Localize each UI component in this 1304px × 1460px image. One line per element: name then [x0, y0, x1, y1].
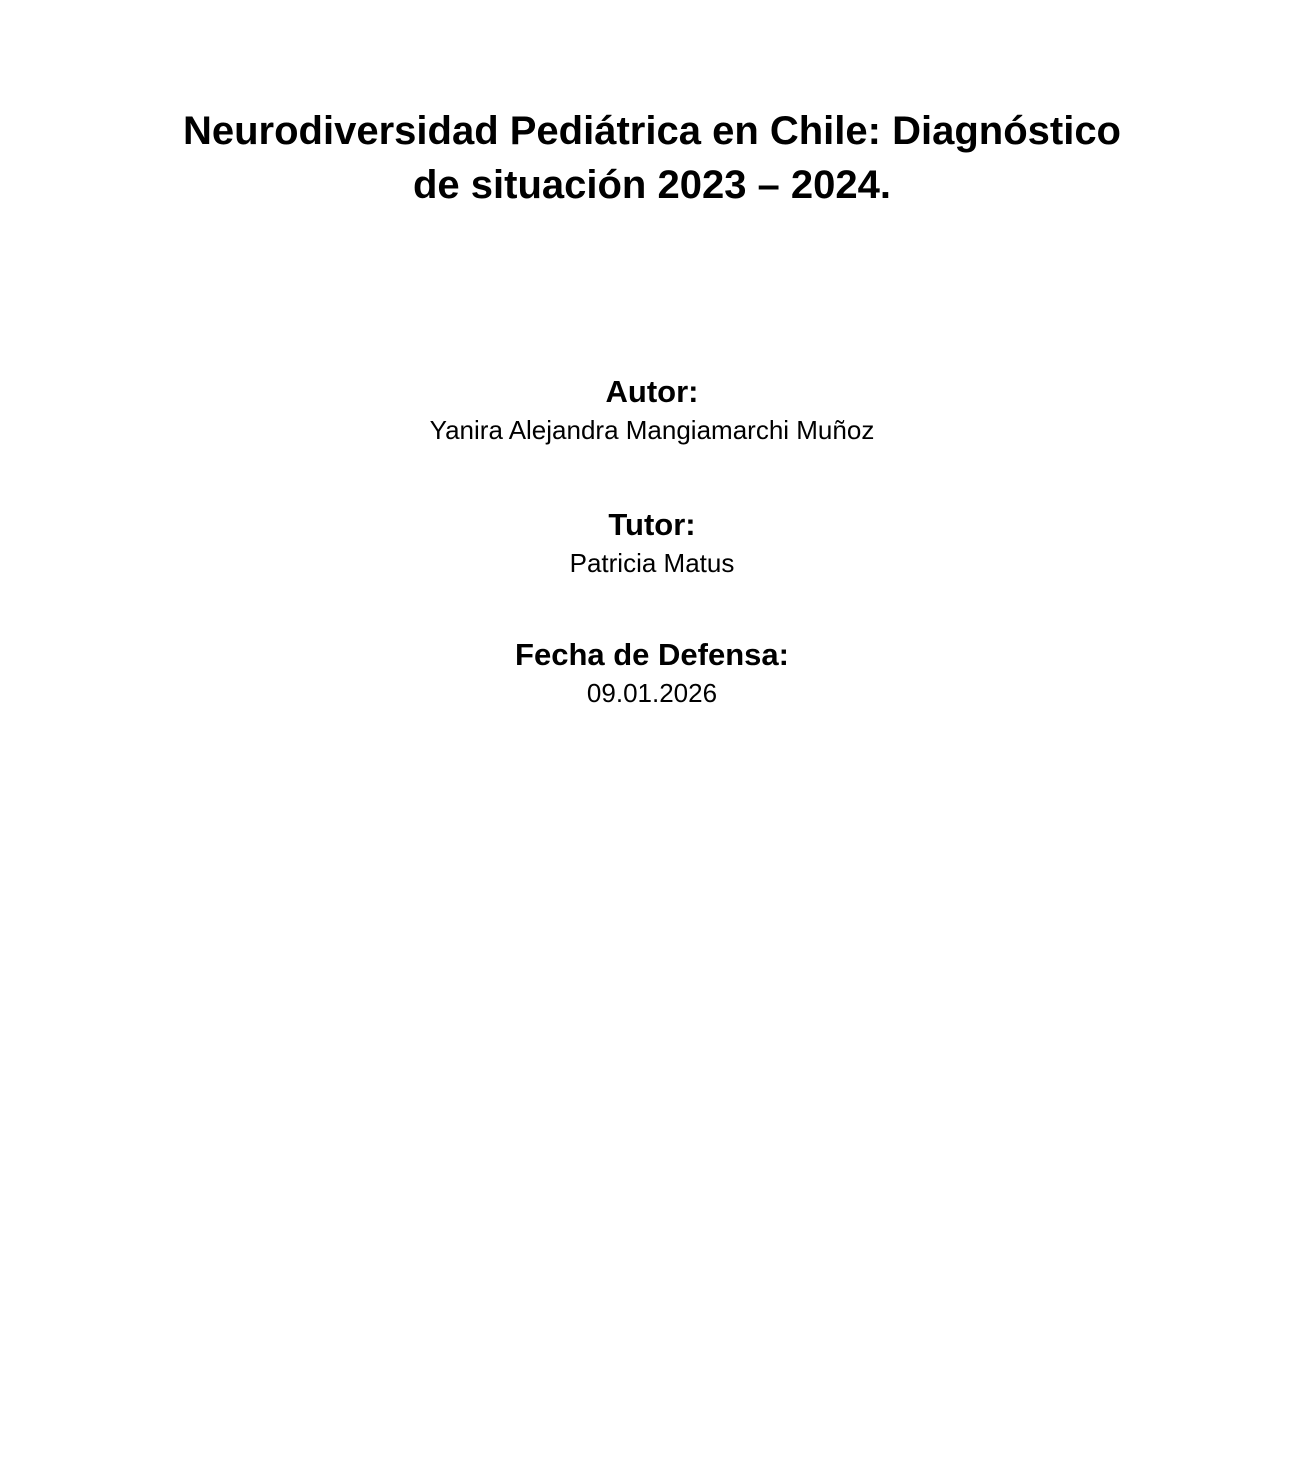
tutor-label: Tutor:: [608, 507, 696, 542]
title-line-2: de situación 2023 – 2024.: [412, 163, 892, 207]
author-name: Yanira Alejandra Mangiamarchi Muñoz: [429, 415, 875, 445]
tutor-name: Patricia Matus: [569, 548, 735, 578]
defense-date-label: Fecha de Defensa:: [515, 637, 789, 672]
title-line-1: Neurodiversidad Pediátrica en Chile: Diagnóstico: [182, 109, 1121, 153]
author-section: [0, 373, 1304, 449]
defense-date-value: 09.01.2026: [586, 678, 718, 708]
tutor-section: [0, 506, 1304, 582]
defense-date-section: [0, 636, 1304, 712]
author-label: Autor:: [605, 374, 699, 409]
document-title: [0, 104, 1304, 212]
